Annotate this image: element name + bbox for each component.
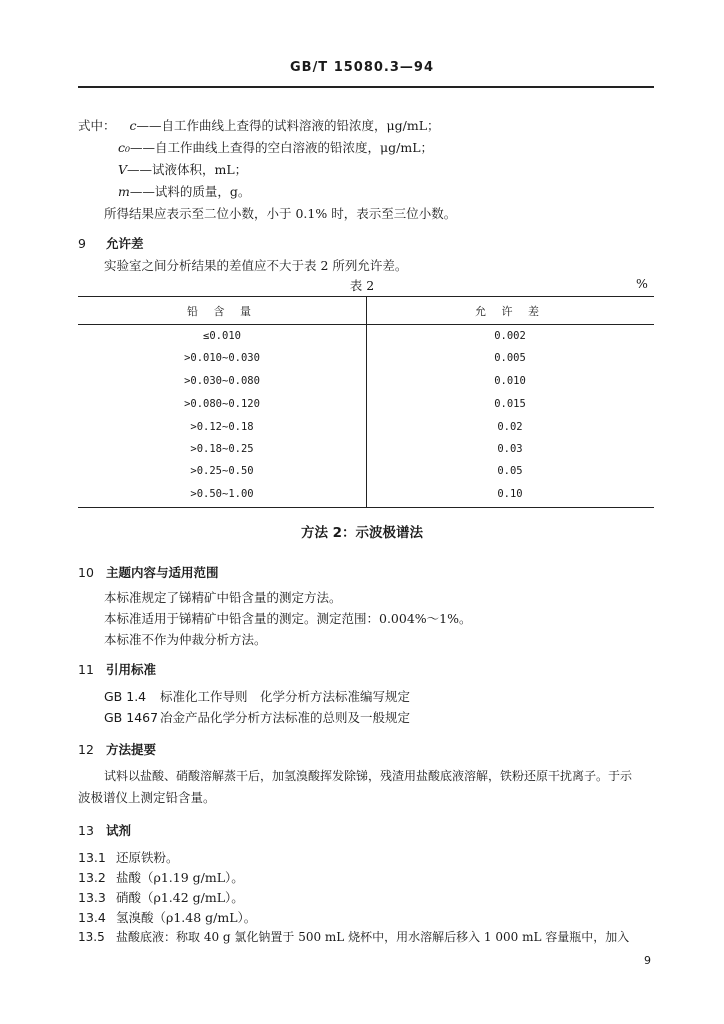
reagent-item	[78, 848, 179, 866]
table-cell-tolerance: 0.02	[497, 421, 523, 433]
section-10-line: 本标准规定了锑精矿中铅含量的测定方法。	[104, 590, 342, 605]
section-number: 9	[78, 236, 86, 251]
table-cell-content: >0.080~0.120	[184, 398, 260, 410]
legend-dash: ——	[130, 140, 156, 155]
reference-item	[104, 689, 410, 705]
legend-text: 试料的质量，g。	[154, 184, 251, 199]
table-header-tolerance: 允 许 差	[475, 305, 545, 318]
legend-symbol: c₀	[118, 140, 131, 155]
table-unit: %	[636, 276, 648, 291]
reagent-item	[78, 888, 244, 906]
legend-symbol: V	[118, 162, 128, 177]
section-number: 13	[78, 823, 94, 838]
table-cell-tolerance: 0.05	[497, 465, 523, 477]
table-cell-content: >0.010~0.030	[184, 352, 260, 364]
standard-number-header: GB/T 15080.3—94	[289, 60, 435, 75]
table-cell-content: ≤0.010	[203, 330, 241, 342]
reagent-text: 盐酸底液：称取 40 g 氯化钠置于 500 mL 烧杯中，用水溶解后移入 1 000 mL 容量瓶中，加入	[116, 930, 630, 944]
legend-symbol: c	[129, 118, 137, 133]
table-cell-content: >0.50~1.00	[190, 488, 254, 500]
reagent-number: 13.1	[78, 850, 106, 865]
section-12-line: 试料以盐酸、硝酸溶解蒸干后，加氢溴酸挥发除锑，残渣用盐酸底液溶解，铁粉还原干扰离子。于示	[104, 769, 633, 783]
legend-line-m	[118, 184, 250, 200]
header-rule	[78, 86, 654, 88]
reagent-number: 13.4	[78, 910, 106, 925]
reference-title: 标准化工作导则 化学分析方法标准编写规定	[160, 689, 411, 704]
method-2-title: 方法 2：示波极谱法	[300, 525, 424, 541]
legend-dash: ——	[129, 184, 155, 199]
reference-title: 冶金产品化学分析方法标准的总则及一般规定	[160, 710, 411, 725]
table-cell-content: >0.12~0.18	[190, 421, 254, 433]
table-cell-tolerance: 0.10	[497, 488, 523, 500]
legend-symbol: m	[118, 184, 130, 199]
table-cell-tolerance: 0.03	[497, 443, 523, 455]
section-number: 12	[78, 742, 94, 757]
reagent-number: 13.2	[78, 870, 106, 885]
section-12-line: 波极谱仪上测定铅含量。	[78, 790, 216, 805]
section-13-heading	[78, 821, 131, 839]
table-cell-content: >0.25~0.50	[190, 465, 254, 477]
legend-line-c	[78, 118, 440, 134]
legend-text: 自工作曲线上查得的空白溶液的铅浓度，μg/mL；	[155, 140, 434, 155]
reagent-number: 13.5	[78, 930, 105, 944]
section-12-heading	[78, 740, 156, 758]
reagent-number: 13.3	[78, 890, 106, 905]
section-title: 方法提要	[106, 742, 157, 757]
table-cell-tolerance: 0.015	[494, 398, 526, 410]
section-title: 主题内容与适用范围	[106, 565, 219, 580]
table-caption: 表 2	[349, 278, 375, 293]
reference-code: GB 1.4	[104, 689, 147, 704]
table-bottom-rule	[78, 507, 654, 508]
table-cell-content: >0.030~0.080	[184, 375, 260, 387]
section-title: 允许差	[106, 236, 144, 251]
table-cell-tolerance: 0.005	[494, 352, 526, 364]
legend-text: 试液体积，mL；	[152, 162, 248, 177]
legend-line-c0	[118, 140, 433, 156]
section-title: 引用标准	[106, 662, 157, 677]
reagent-item	[78, 928, 629, 945]
reagent-text: 还原铁粉。	[116, 850, 179, 865]
section-11-heading	[78, 660, 156, 678]
table-cell-tolerance: 0.010	[494, 375, 526, 387]
section-10-heading	[78, 563, 219, 581]
page-number: 9	[644, 954, 651, 967]
section-title: 试剂	[106, 823, 132, 838]
section-10-line: 本标准适用于锑精矿中铅含量的测定。测定范围：0.004%～1%。	[104, 611, 472, 626]
section-number: 10	[78, 565, 94, 580]
legend-text: 自工作曲线上查得的试料溶液的铅浓度，μg/mL；	[161, 118, 440, 133]
reagent-text: 盐酸（ρ1.19 g/mL）。	[116, 870, 244, 885]
reagent-text: 氢溴酸（ρ1.48 g/mL）。	[116, 910, 257, 925]
section-10-line: 本标准不作为仲裁分析方法。	[104, 632, 267, 647]
reagent-item	[78, 908, 256, 926]
table-cell-content: >0.18~0.25	[190, 443, 254, 455]
table-header-content: 铅 含 量	[187, 305, 257, 318]
table-cell-tolerance: 0.002	[494, 330, 526, 342]
reagent-item	[78, 868, 244, 886]
result-note: 所得结果应表示至二位小数，小于 0.1% 时，表示至三位小数。	[104, 206, 457, 221]
legend-intro: 式中：	[78, 118, 116, 133]
reagent-text: 硝酸（ρ1.42 g/mL）。	[116, 890, 244, 905]
legend-dash: ——	[136, 118, 162, 133]
legend-line-v	[118, 162, 247, 178]
legend-dash: ——	[127, 162, 153, 177]
section-9-heading	[78, 234, 144, 252]
reference-item	[104, 710, 410, 726]
section-9-text: 实验室之间分析结果的差值应不大于表 2 所列允许差。	[104, 258, 408, 273]
section-number: 11	[78, 662, 94, 677]
reference-code: GB 1467	[104, 710, 159, 725]
